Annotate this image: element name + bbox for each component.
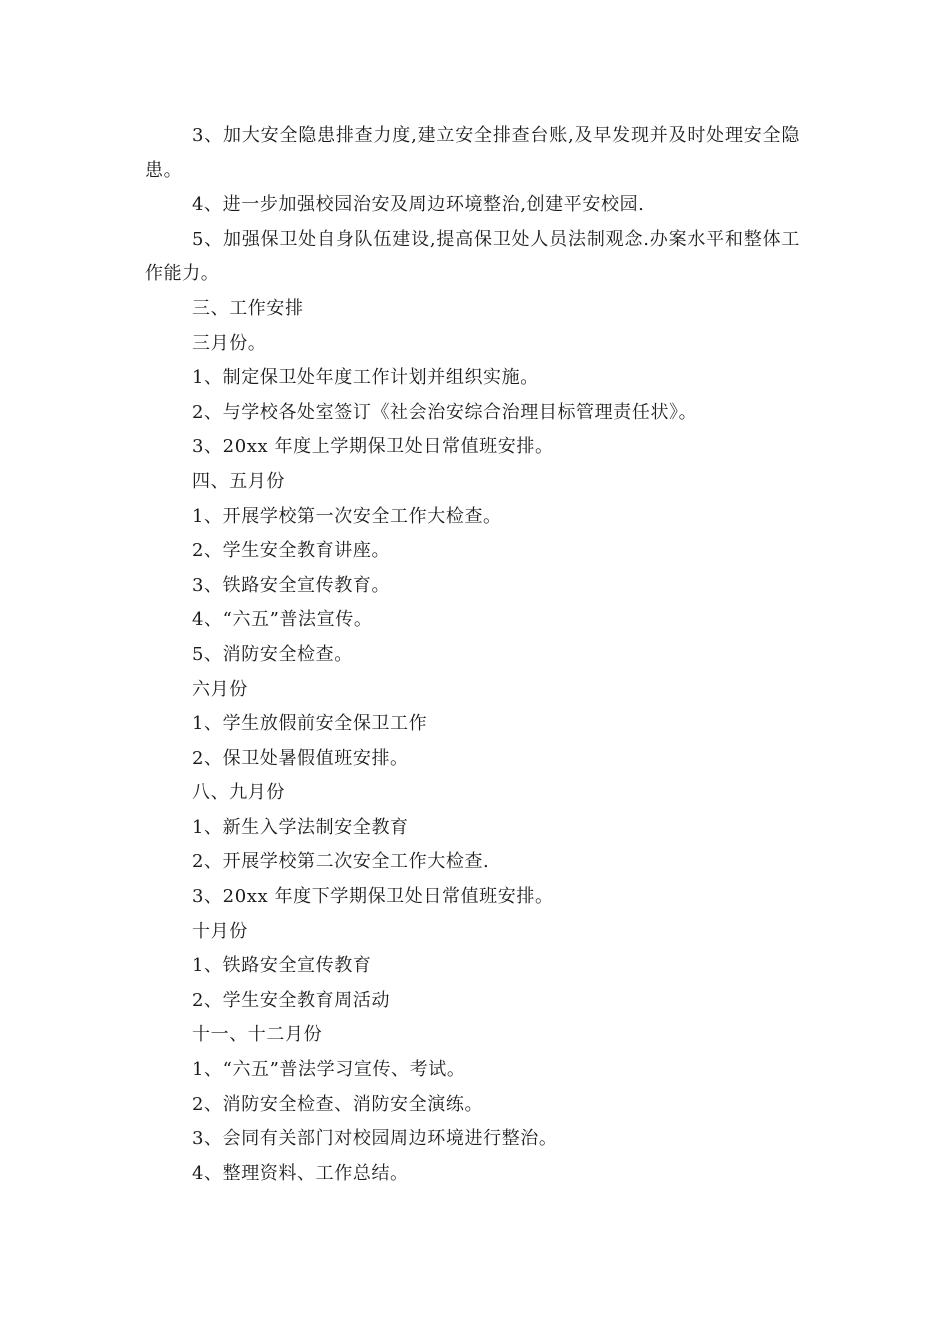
month-heading: 十月份 <box>192 920 248 942</box>
list-item: 4、“六五”普法宣传。 <box>192 609 373 631</box>
month-heading: 四、五月份 <box>192 470 285 492</box>
list-item: 2、开展学校第二次安全工作大检查. <box>192 851 490 873</box>
month-heading: 十一、十二月份 <box>192 1024 323 1046</box>
list-item: 2、与学校各处室签订《社会治安综合治理目标管理责任状》。 <box>192 401 698 423</box>
list-item: 2、消防安全检查、消防安全演练。 <box>192 1093 484 1115</box>
month-heading: 六月份 <box>192 678 248 700</box>
paragraph: 5、加强保卫处自身队伍建设,提高保卫处人员法制观念.办案水平和整体工作能力。 <box>145 228 800 285</box>
list-item: 1、制定保卫处年度工作计划并组织实施。 <box>192 367 539 389</box>
paragraph: 3、加大安全隐患排查力度,建立安全排查台账,及早发现并及时处理安全隐患。 <box>145 125 800 181</box>
list-item: 2、学生安全教育讲座。 <box>192 540 391 562</box>
list-item: 3、铁路安全宣传教育。 <box>192 574 391 596</box>
month-heading: 三月份。 <box>192 332 267 354</box>
list-item: 2、保卫处暑假值班安排。 <box>192 747 409 769</box>
document-body <box>145 119 800 1191</box>
list-item: 1、开展学校第一次安全工作大检查。 <box>192 505 502 527</box>
list-item: 1、铁路安全宣传教育 <box>192 955 372 977</box>
month-heading: 八、九月份 <box>192 782 285 804</box>
paragraph: 4、进一步加强校园治安及周边环境整治,创建平安校园. <box>192 194 645 216</box>
list-item: 1、新生入学法制安全教育 <box>192 816 409 838</box>
list-item: 1、学生放假前安全保卫工作 <box>192 713 428 735</box>
section-heading: 三、工作安排 <box>192 297 304 319</box>
list-item: 3、会同有关部门对校园周边环境进行整治。 <box>192 1128 558 1150</box>
list-item: 3、20xx 年度上学期保卫处日常值班安排。 <box>192 436 554 458</box>
list-item: 4、整理资料、工作总结。 <box>192 1162 409 1184</box>
list-item: 1、“六五”普法学习宣传、考试。 <box>192 1059 466 1081</box>
list-item: 5、消防安全检查。 <box>192 643 353 665</box>
list-item: 3、20xx 年度下学期保卫处日常值班安排。 <box>192 886 554 908</box>
list-item: 2、学生安全教育周活动 <box>192 989 391 1011</box>
